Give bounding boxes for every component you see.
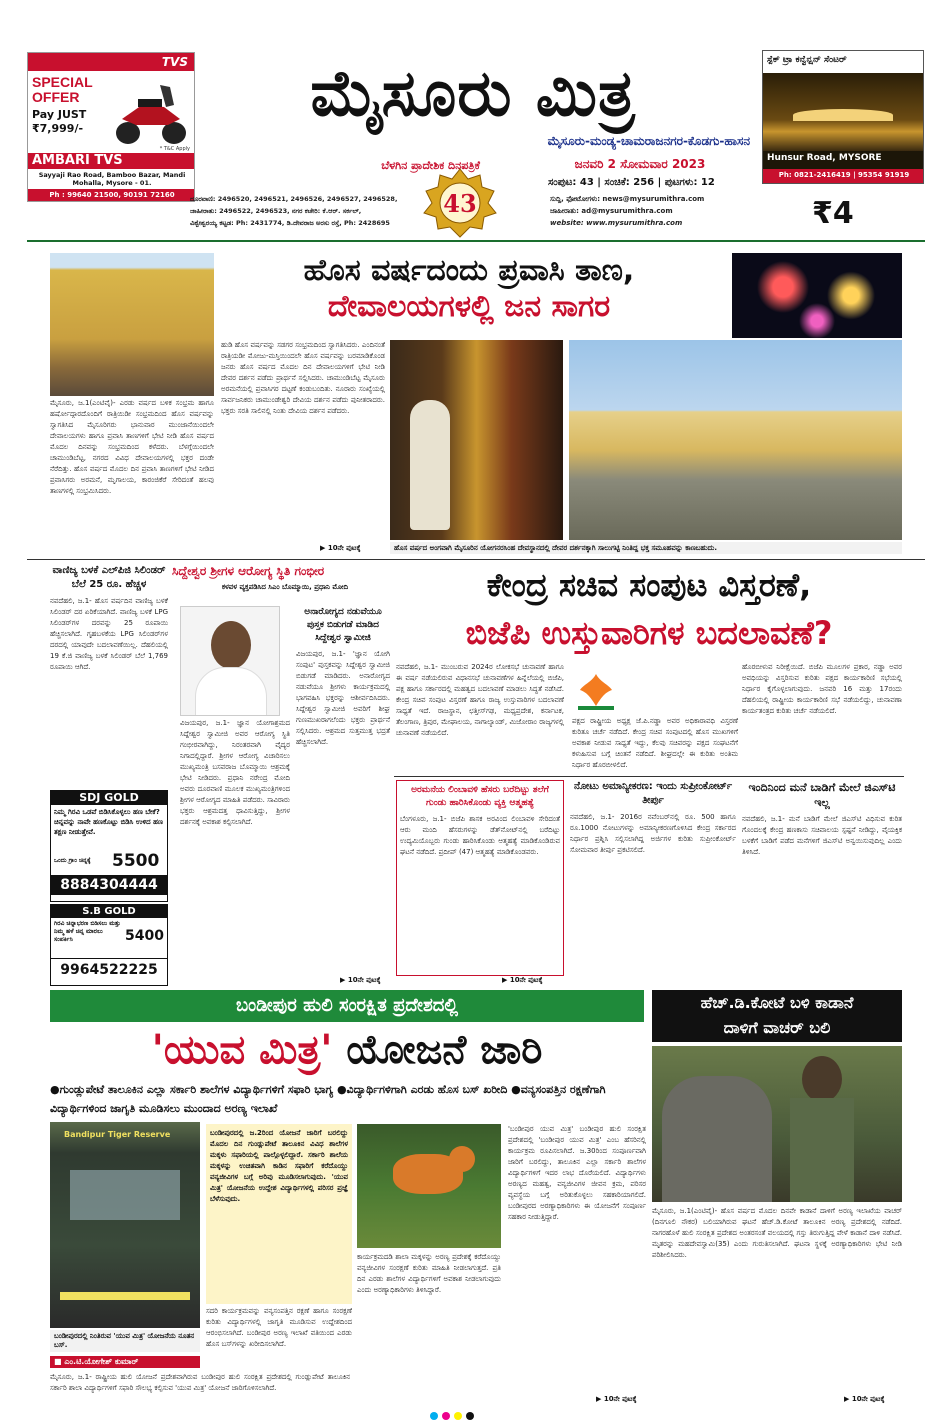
elephant-headline-box [652,990,902,1042]
masthead-date: ಜನವರಿ 2 ಸೋಮವಾರ 2023 [574,157,706,171]
ad-phone: Ph : 99640 21500, 90191 72160 [49,191,175,199]
ad-right-phone: Ph: 0821-2416419 | 95354 91919 [778,171,910,179]
bandipur-col-4: 'ಬಂಡೀಪುರ ಯುವ ಮಿತ್ರ' ಬಂಡೀಪುರ ಹುಲಿ ಸಂರಕ್ಷಿತ ಪ್ರದೇಶದಲ್ಲಿ 'ಬಂಡೀಪುರ ಯುವ ಮಿತ್ರ' ಎಂಬ ಹೆಸರಿನಲ್ಲಿ ಕಾರ್ಯಕ್ರಮ ರೂಪಿಸಲಾಗಿದೆ. ಜ.30ರಿಂದ ಸಂಪೂರ್ಣವಾಗಿ ಜಾರಿಗೆ ಬರಲಿದ್ದು, ತಾಲೂಕಿನ ಎಲ್ಲಾ ಸರ್ಕಾರಿ ಶಾಲೆಗಳ ವಿದ್ಯಾರ್ಥಿಗಳಿಗೆ ಇದರ ಲಾಭ ದೊರೆಯಲಿದೆ. ವಿದ್ಯಾರ್ಥಿಗಳು ಅರಣ್ಯದ ಮಹತ್ವ, ವನ್ಯಜೀವಿಗಳ ಜೀವನ ಕ್ರಮ, ಪರಿಸರ ವ್ಯವಸ್ಥೆಯ ಬಗ್ಗೆ ಅರಿತುಕೊಳ್ಳಲು ಸಹಕಾರಿಯಾಗಲಿದೆ. ಬಂಡೀಪುರದ ಅರಣ್ಯಾಧಿಕಾರಿಗಳು ಈ ಯೋಜನೆಗೆ ಸಂಪೂರ್ಣ ಸಹಕಾರ ನೀಡುತ್ತಿದ್ದಾರೆ. [508,1125,646,1221]
sb-price: 5400 [125,928,164,944]
lead-col-1: ಮೈಸೂರು, ಜ.1(ಎಂಟಿವೈ)- ಎರಡು ವರ್ಷದ ಬಳಿಕ ಸಂಭ್ರಮ ಹಾಗೂ ಹರ್ಷೋದ್ಗಾರದೊಂದಿಗೆ ರಾತ್ರಿಯಿಡೀ ಸಂಭ್ರಮದಿಂದ ಹೊಸ ವರ್ಷವನ್ನು ಸ್ವಾಗತಿಸಿದ ಮೈಸೂರಿಗರು ಭಾನುವಾರ ಮುಂಜಾನೆಯಿಂದಲೇ ದೇವಾಲಯಗಳು ಹಾಗೂ ಪ್ರವಾಸಿ ತಾಣಗಳಿಗೆ ಭೇಟಿ ನೀಡಿ ಹೊಸ ವರ್ಷದ ಮೊದಲ ದಿನವನ್ನು ಸಂಭ್ರಮದಿಂದ ಕಳೆದರು. ಬೆಳಗ್ಗೆಯಿಂದಲೇ ಚಾಮುಂಡಿಬೆಟ್ಟ, ನಗರದ ವಿವಿಧ ದೇವಾಲಯಗಳಲ್ಲಿ ಭಕ್ತರ ದಂಡೇ ನೆರೆದಿತ್ತು. ಹೊಸ ವರ್ಷದ ಮೊದಲ ದಿನ ಪ್ರವಾಸಿ ತಾಣಗಳಿಗೆ ಭೇಟಿ ನೀಡಿದ ಪ್ರವಾಸಿಗರು ಅರಮನೆ, ಮೃಗಾಲಯ, ಕಾರಂಜಿಕೆರೆ ಸೇರಿದಂತೆ ಹಲವು ತಾಣಗಳಲ್ಲಿ ಸಂಭ್ರಮಿಸಿದರು. [50,399,214,495]
ad-address: Sayyaji Rao Road, Bamboo Bazar, Mandi Mohalla, Mysore - 01. [38,171,186,187]
temple-tower-photo [50,253,214,396]
email-ad[interactable]: ಜಾಹೀರಾತು: ad@mysurumithra.com [550,207,673,215]
temple-deity-photo [390,340,563,540]
color-registration [430,1412,520,1420]
brief-gst-title: ಇಂದಿನಿಂದ ಮನೆ ಬಾಡಿಗೆ ಮೇಲೆ ಜಿಎಸ್‌ಟಿ ಇಲ್ಲ [748,781,896,809]
bandipur-box [206,1124,352,1304]
swamiji-headline: ಸಿದ್ದೇಶ್ವರ ಶ್ರೀಗಳ ಆರೋಗ್ಯ ಸ್ಥಿತಿ ಗಂಭೀರ [172,564,325,578]
swamiji-box [296,606,390,978]
elephant-continued[interactable]: ▶ 10ನೇ ಪುಟಕ್ಕೆ [844,1395,885,1403]
swamiji-body: ವಿಜಯಪುರ, ಜ.1- ಜ್ಞಾನ ಯೋಗಾಶ್ರಮದ ಸಿದ್ದೇಶ್ವರ ಸ್ವಾಮೀಜಿ ಅವರ ಆರೋಗ್ಯ ಸ್ಥಿತಿ ಗಂಭೀರವಾಗಿದ್ದು, ನಿರಂತರವಾಗಿ ವೈದ್ಯರ ನಿಗಾದಲ್ಲಿದ್ದಾರೆ. ಶ್ರೀಗಳ ಆರೋಗ್ಯ ವಿಚಾರಿಸಲು ಮುಖ್ಯಮಂತ್ರಿ ಬಸವರಾಜ ಬೊಮ್ಮಾಯಿ ಆಶ್ರಮಕ್ಕೆ ಭೇಟಿ ನೀಡಿದರು. ಪ್ರಧಾನಿ ನರೇಂದ್ರ ಮೋದಿ ಅವರು ದೂರವಾಣಿ ಮೂಲಕ ಮುಖ್ಯಮಂತ್ರಿಗಳಿಂದ ಶ್ರೀಗಳ ಆರೋಗ್ಯದ ಮಾಹಿತಿ ಪಡೆದರು. ಸಾವಿರಾರು ಭಕ್ತರು ಆಶ್ರಮದತ್ತ ಧಾವಿಸುತ್ತಿದ್ದು, ಶ್ರೀಗಳ ದರ್ಶನಕ್ಕೆ ಅವಕಾಶ ಕಲ್ಪಿಸಲಾಗಿದೆ. [180,719,290,826]
swamiji-continued[interactable]: ▶ 10ನೇ ಪುಟಕ್ಕೆ [340,976,381,984]
sdj-phone[interactable]: 8884304444 [51,875,167,895]
elephant-headline-1: ಹೆಚ್.ಡಿ.ಕೋಟೆ ಬಳಿ ಕಾಡಾನೆ [700,993,854,1012]
bandipur-headline-red: 'ಯುವ ಮಿತ್ರ' [151,1027,333,1073]
briefs-continued[interactable]: ▶ 10ನೇ ಪುಟಕ್ಕೆ [502,976,543,984]
lpg-brief-body: ನವದೆಹಲಿ, ಜ.1- ಹೊಸ ವರ್ಷದಿನ ವಾಣಿಜ್ಯ ಬಳಕೆ ಸಿಲಿಂಡರ್ ದರ ಏರಿಕೆಯಾಗಿದೆ. ವಾಣಿಜ್ಯ ಬಳಕೆ LPG ಸಿಲಿಂಡರ್‌ಗಳ ದರವನ್ನು 25 ರೂಪಾಯಿ ಹೆಚ್ಚಿಸಲಾಗಿದೆ. ಗೃಹಬಳಕೆಯ LPG ಸಿಲಿಂಡರ್‌ಗಳ ದರದಲ್ಲಿ ಯಾವುದೇ ಬದಲಾವಣೆಯಿಲ್ಲ. ದೆಹಲಿಯಲ್ಲಿ 19 ಕೆ.ಜಿ ವಾಣಿಜ್ಯ ಬಳಕೆ ಸಿಲಿಂಡರ್ ಬೆಲೆ 1,769 ರೂಪಾಯಿ ಆಗಿದೆ. [50,597,168,671]
website-link[interactable]: website: www.mysurumithra.com [550,219,683,227]
sb-title: S.B GOLD [51,905,167,918]
masthead-title: ಮೈಸೂರು ಮಿತ್ರ [310,57,636,131]
lead-caption: ಹೊಸ ವರ್ಷದ ಅಂಗವಾಗಿ ಮೈಸೂರಿನ ಯೋಗನರಸಿಂಹ ದೇವಸ್ಥಾನದಲ್ಲಿ ದೇವರ ದರ್ಶನಕ್ಕಾಗಿ ಸಾಲುಗಟ್ಟಿ ನಿಂತಿದ್ದ ಭಕ್ತ ಸಮೂಹವನ್ನು ಕಾಣಬಹುದು. [390,542,902,554]
brief-gst-body: ನವದೆಹಲಿ, ಜ.1- ಮನೆ ಬಾಡಿಗೆ ಮೇಲೆ ಜಿಎಸ್‌ಟಿ ವಿಧಿಸುವ ಕುರಿತ ಗೊಂದಲಕ್ಕೆ ಕೇಂದ್ರ ಹಣಕಾಸು ಸಚಿವಾಲಯ ಸ್ಪಷ್ಟನೆ ನೀಡಿದ್ದು, ವೈಯಕ್ತಿಕ ಬಳಕೆಗೆ ಬಾಡಿಗೆ ಪಡೆದ ಮನೆಗಳಿಗೆ ಜಿಎಸ್‌ಟಿ ಅನ್ವಯಿಸುವುದಿಲ್ಲ ಎಂದು ತಿಳಿಸಿದೆ. [742,815,902,856]
elephant-headline-2: ದಾಳಿಗೆ ವಾಚರ್ ಬಲಿ [723,1018,831,1037]
swamiji-box-title: ಅನಾರೋಗ್ಯದ ನಡುವೆಯೂ ಪುಸ್ತಕ ಬಿಡುಗಡೆ ಮಾಡಿದ ಸಿದ್ದೇಶ್ವರ ಸ್ವಾಮೀಜಿ [304,607,382,643]
brief-demonetisation-title: ನೋಟು ಅಮಾನ್ಯೀಕರಣ: ಇಂದು ಸುಪ್ರೀಂಕೋರ್ಟ್ ತೀರ್ಪು [573,781,733,806]
contact-info [550,193,780,229]
brief-gst [742,780,902,976]
lead-headline-1: ಹೊಸ ವರ್ಷದಂದು ಪ್ರವಾಸಿ ತಾಣ, [303,253,635,288]
bandipur-band [50,990,644,1022]
ad-dealer: AMBARI TVS [32,153,123,168]
ad-note: * T&C Apply [159,146,190,152]
bandipur-byline: ■ ಎಂ.ಟಿ.ಯೋಗೇಶ್ ಕುಮಾರ್ [50,1356,200,1368]
brief-suicide-title: ಅರಮನೆಯ ಲಿಂಬಾವಳಿ ಹೆಸರು ಬರೆದಿಟ್ಟು ತಲೆಗೆ ಗುಂಡು ಹಾರಿಸಿಕೊಂಡು ವ್ಯಕ್ತಿ ಆತ್ಮಹತ್ಯೆ [411,785,549,808]
lead-headline-2: ದೇವಾಲಯಗಳಲ್ಲಿ ಜನ ಸಾಗರ [327,289,611,324]
masthead-tagline: ಬೆಳಗಿನ ಪ್ರಾದೇಶಿಕ ದಿನಪತ್ರಿಕೆ [381,159,480,172]
email-news[interactable]: ಸುದ್ದಿ, ಫೋಟೋಗಳು: news@mysurumithra.com [550,195,705,203]
sdj-price: 5500 [112,851,160,871]
ad-price: Pay JUST ₹7,999/- [32,108,87,135]
cabinet-col-1: ನವದೆಹಲಿ, ಜ.1- ಮುಂಬರುವ 2024ರ ಲೋಕಸಭೆ ಚುನಾವಣೆ ಹಾಗೂ ಈ ವರ್ಷ ನಡೆಯಲಿರುವ ವಿಧಾನಸಭೆ ಚುನಾವಣೆಗಳ ಹಿನ್ನೆಲೆಯಲ್ಲಿ ಬಿಜೆಪಿ, ಪಕ್ಷ ಹಾಗೂ ಸರ್ಕಾರದಲ್ಲಿ ಮಹತ್ವದ ಬದಲಾವಣೆ ಮಾಡಲು ಸಿದ್ಧತೆ ನಡೆಸಿದೆ. ಕೇಂದ್ರ ಸಚಿವ ಸಂಪುಟ ವಿಸ್ತರಣೆ ಹಾಗೂ ರಾಜ್ಯ ಉಸ್ತುವಾರಿಗಳ ಬದಲಾವಣೆ ಸಾಧ್ಯತೆ ಇದೆ. ರಾಜಸ್ಥಾನ, ಛತ್ತೀಸ್‌ಗಢ, ಮಧ್ಯಪ್ರದೇಶ, ಕರ್ನಾಟಕ, ತೆಲಂಗಾಣ, ತ್ರಿಪುರ, ಮೇಘಾಲಯ, ನಾಗಾಲ್ಯಾಂಡ್, ಮಿಜೋರಾಂ ರಾಜ್ಯಗಳಲ್ಲಿ ಚುನಾವಣೆ ನಡೆಯಲಿದೆ. [396,663,564,737]
cabinet-headline-1: ಕೇಂದ್ರ ಸಚಿವ ಸಂಪುಟ ವಿಸ್ತರಣೆ, [486,566,812,604]
phones-line1: ದೂರವಾಣಿ: 2496520, 2496521, 2496526, 2496527, 2496528, [190,195,398,203]
bus-photo [50,1122,200,1328]
cabinet-col-2: ಪಕ್ಷದ ರಾಷ್ಟ್ರೀಯ ಅಧ್ಯಕ್ಷ ಜೆ.ಪಿ.ನಡ್ಡಾ ಅವರ ಅಧಿಕಾರಾವಧಿ ವಿಸ್ತರಣೆ ಕುರಿತೂ ಚರ್ಚೆ ನಡೆದಿದೆ. ಕೇಂದ್ರ ಸಚಿವ ಸಂಪುಟದಲ್ಲಿ ಹೊಸ ಮುಖಗಳಿಗೆ ಅವಕಾಶ ನೀಡುವ ಸಾಧ್ಯತೆ ಇದ್ದು, ಕೆಲವು ಸಚಿವರನ್ನು ಪಕ್ಷದ ಸಂಘಟನೆಗೆ ಕಳುಹಿಸುವ ಬಗ್ಗೆ ಚಿಂತನೆ ನಡೆದಿದೆ. ಶೀಘ್ರದಲ್ಲೇ ಈ ಕುರಿತು ಅಂತಿಮ ನಿರ್ಧಾರ ಹೊರಬೀಳಲಿದೆ. [572,717,738,769]
ad-right-address: Hunsur Road, MYSORE [767,153,882,163]
scooter-image [108,75,192,145]
bjp-logo [572,666,620,714]
bandipur-col-2: ಸದರಿ ಕಾರ್ಯಕ್ರಮವನ್ನು ವನ್ಯಸಂಪತ್ತಿನ ರಕ್ಷಣೆ ಹಾಗೂ ಸಂರಕ್ಷಣೆ ಕುರಿತು ವಿದ್ಯಾರ್ಥಿಗಳಲ್ಲಿ ಜಾಗೃತಿ ಮೂಡಿಸುವ ಉದ್ದೇಶದಿಂದ ಆರಂಭಿಸಲಾಗಿದೆ. ಬಂಡೀಪುರ ಅರಣ್ಯ ಇಲಾಖೆ ವತಿಯಿಂದ ಎರಡು ಹೊಸ ಬಸ್‌ಗಳನ್ನು ಖರೀದಿಸಲಾಗಿದೆ. [206,1307,352,1348]
ad-offer: SPECIAL OFFER [32,74,93,105]
sb-body: ಗಿರವಿ ಚಿನ್ನಾಭರಣ ಬಿಡಿಸಲು ಮತ್ತು ನಿಮ್ಮ ಹಳೆ ಚಿನ್ನ ಮಾರಲು ಸಂಪರ್ಕಿಸಿ [54,920,121,943]
office-phones [190,193,430,229]
phones-line2: ಜಾಹೀರಾತು: 2496522, 2496523, ನಗರ ಕಚೇರಿ: ಕೆ.ಆರ್. ಸರ್ಕಲ್, [190,207,362,215]
swamiji-box-body: ವಿಜಯಪುರ, ಜ.1- 'ಜ್ಞಾನ ಯೋಗಿ ಸಂಪುಟ' ಪುಸ್ತಕವನ್ನು ಸಿದ್ದೇಶ್ವರ ಸ್ವಾಮೀಜಿ ಬಿಡುಗಡೆ ಮಾಡಿದರು. ಅನಾರೋಗ್ಯದ ನಡುವೆಯೂ ಶ್ರೀಗಳು ಕಾರ್ಯಕ್ರಮದಲ್ಲಿ ಭಾಗವಹಿಸಿ ಭಕ್ತರನ್ನು ಆಶೀರ್ವದಿಸಿದರು. ಸಿದ್ದೇಶ್ವರ ಸ್ವಾಮೀಜಿ ಅವರಿಗೆ ಶೀಘ್ರ ಗುಣಮುಖರಾಗಲೆಂದು ಭಕ್ತರು ಪ್ರಾರ್ಥನೆ ಸಲ್ಲಿಸಿದರು. ಆಶ್ರಮದ ಸುತ್ತಮುತ್ತ ಭದ್ರತೆ ಹೆಚ್ಚಿಸಲಾಗಿದೆ. [296,650,390,746]
issue-info: ಸಂಪುಟ: 43 | ಸಂಚಿಕೆ: 256 | ಪುಟಗಳು: 12 [548,177,715,188]
sdj-body: ನಿಮ್ಮ ಗಿರವಿ ಒಡವೆ ಬಿಡಿಸಿಕೊಳ್ಳಲು ಹಣ ಬೇಕೆ? ಚಿನ್ನವನ್ನು ನಾವೇ ಹಣಕೊಟ್ಟು ಬಿಡಿಸಿ ಉಳಿದ ಹಣ ತಕ್ಷಣ ನೀಡುತ್ತೇವೆ. [54,808,163,836]
lead-continued[interactable]: ▶ 10ನೇ ಪುಟಕ್ಕೆ [320,544,361,552]
anniversary-emblem [420,167,500,239]
masthead-subtitle: ಮೈಸೂರು-ಮಂಡ್ಯ-ಚಾಮರಾಜನಗರ-ಕೊಡಗು-ಹಾಸನ [547,134,750,148]
price-tag: ₹4 [812,196,854,231]
bandipur-col-1: ಮೈಸೂರು, ಜ.1- ರಾಷ್ಟ್ರೀಯ ಹುಲಿ ಯೋಜನೆ ಪ್ರದೇಶವಾಗಿರುವ ಬಂಡೀಪುರ ಹುಲಿ ಸಂರಕ್ಷಿತ ಪ್ರದೇಶದಲ್ಲಿ ಗುಂಡ್ಲುಪೇಟೆ ತಾಲೂಕಿನ ಸರ್ಕಾರಿ ಶಾಲಾ ವಿದ್ಯಾರ್ಥಿಗಳಿಗೆ ಸಫಾರಿ ಸೌಲಭ್ಯ ಕಲ್ಪಿಸುವ 'ಯುವ ಮಿತ್ರ' ಯೋಜನೆ ಜಾರಿಗೊಳಿಸಲಾಗಿದೆ. [50,1373,350,1392]
sdj-gold-ad[interactable] [50,790,168,902]
elephant-body: ಮೈಸೂರು, ಜ.1(ಎಂಟಿವೈ)- ಹೊಸ ವರ್ಷದ ಮೊದಲ ದಿನವೇ ಕಾಡಾನೆ ದಾಳಿಗೆ ಅರಣ್ಯ ಇಲಾಖೆಯ ವಾಚರ್ (ದಿನಗೂಲಿ ನೌಕರ) ಬಲಿಯಾಗಿರುವ ಘಟನೆ ಹೆಚ್.ಡಿ.ಕೋಟೆ ತಾಲೂಕಿನ ಅರಣ್ಯ ಪ್ರದೇಶದಲ್ಲಿ ನಡೆದಿದೆ. ನಾಗರಹೊಳೆ ಹುಲಿ ಸಂರಕ್ಷಿತ ಪ್ರದೇಶದ ಅಂತರಸಂತೆ ವಲಯದಲ್ಲಿ ಗಸ್ತು ತಿರುಗುತ್ತಿದ್ದ ವೇಳೆ ಕಾಡಾನೆ ದಾಳಿ ನಡೆಸಿದೆ. ಮೃತರನ್ನು ಮಹದೇವಸ್ವಾಮಿ(35) ಎಂದು ಗುರುತಿಸಲಾಗಿದೆ. ಘಟನಾ ಸ್ಥಳಕ್ಕೆ ಅರಣ್ಯಾಧಿಕಾರಿಗಳು ಭೇಟಿ ನೀಡಿ ಪರಿಶೀಲಿಸಿದರು. [652,1207,902,1259]
bandipur-box-text: ಬಂಡೀಪುರದಲ್ಲಿ ಜ.2ರಿಂದ ಯೋಜನೆ ಜಾರಿಗೆ ಬರಲಿದ್ದು ಮೊದಲ ದಿನ ಗುಂಡ್ಲುಪೇಟೆ ತಾಲೂಕಿನ ವಿವಿಧ ಶಾಲೆಗಳ ಮಕ್ಕಳು ಸಫಾರಿಯಲ್ಲಿ ಪಾಲ್ಗೊಳ್ಳಲಿದ್ದಾರೆ. ಸರ್ಕಾರಿ ಶಾಲೆಯ ಮಕ್ಕಳನ್ನು ಉಚಿತವಾಗಿ ಕಾಡಿನ ಸಫಾರಿಗೆ ಕರೆದೊಯ್ದು ವನ್ಯಜೀವಿಗಳ ಬಗ್ಗೆ ಅರಿವು ಮೂಡಿಸಲಾಗುವುದು. 'ಯುವ ಮಿತ್ರ' ಯೋಜನೆಯ ಉದ್ದೇಶ ವಿದ್ಯಾರ್ಥಿಗಳಲ್ಲಿ ಪರಿಸರ ಪ್ರಜ್ಞೆ ಬೆಳೆಸುವುದು. [210,1129,348,1203]
bandipur-headline-black: ಯೋಜನೆ ಜಾರಿ [346,1027,543,1073]
brief-suicide-body: ಬೆಂಗಳೂರು, ಜ.1- ಬಿಜೆಪಿ ಶಾಸಕ ಅರವಿಂದ ಲಿಂಬಾವಳಿ ಸೇರಿದಂತೆ ಆರು ಮಂದಿ ಹೆಸರುಗಳನ್ನು ಡೆತ್‌ನೋಟ್‌ನಲ್ಲಿ ಬರೆದಿಟ್ಟು ಉದ್ಯಮಿಯೊಬ್ಬರು ಗುಂಡು ಹಾರಿಸಿಕೊಂಡು ಆತ್ಮಹತ್ಯೆ ಮಾಡಿಕೊಂಡಿರುವ ಘಟನೆ ನಡೆದಿದೆ. ಪ್ರದೀಪ್ (47) ಆತ್ಮಹತ್ಯೆ ಮಾಡಿಕೊಂಡವರು. [400,815,560,856]
lpg-brief-title: ವಾಣಿಜ್ಯ ಬಳಕೆ ಎಲ್‌ಪಿಜಿ ಸಿಲಿಂಡರ್ ಬೆಲೆ 25 ರೂ. ಹೆಚ್ಚಳ [52,565,166,590]
ad-right[interactable] [762,50,924,184]
bandipur-headline [50,1022,644,1078]
swamiji-subheadline: ಕಳವಳ ವ್ಯಕ್ತಪಡಿಸಿದ ಸಿಎಂ ಬೊಮ್ಮಾಯಿ, ಪ್ರಧಾನಿ ಮೋದಿ [221,583,349,591]
tiger-photo [357,1124,501,1248]
temple-crowd-photo [569,340,902,540]
bandipur-band-label: ಬಂಡೀಪುರ ಹುಲಿ ಸಂರಕ್ಷಿತ ಪ್ರದೇಶದಲ್ಲಿ [235,995,459,1016]
cabinet-headline-2: ಬಿಜೆಪಿ ಉಸ್ತುವಾರಿಗಳ ಬದಲಾವಣೆ? [465,614,833,652]
brief-suicide [396,780,564,976]
bandipur-continued[interactable]: ▶ 10ನೇ ಪುಟಕ್ಕೆ [596,1395,637,1403]
sdj-title: SDJ GOLD [51,791,167,805]
brief-demonetisation-body: ನವದೆಹಲಿ, ಜ.1- 2016ರ ನವೆಂಬರ್‌ನಲ್ಲಿ ರೂ. 500 ಹಾಗೂ ರೂ.1000 ನೋಟುಗಳನ್ನು ಅಮಾನ್ಯೀಕರಣಗೊಳಿಸಿದ ಕೇಂದ್ರ ಸರ್ಕಾರದ ನಿರ್ಧಾರ ಪ್ರಶ್ನಿಸಿ ಸಲ್ಲಿಸಲಾಗಿದ್ದ ಅರ್ಜಿಗಳ ಕುರಿತು ಸುಪ್ರೀಂಕೋರ್ಟ್ ಸೋಮವಾರ ತೀರ್ಪು ಪ್ರಕಟಿಸಲಿದೆ. [570,813,736,854]
cabinet-col-3: ಹೊರಬೀಳುವ ನಿರೀಕ್ಷೆಯಿದೆ. ಬಿಜೆಪಿ ಮೂಲಗಳ ಪ್ರಕಾರ, ನಡ್ಡಾ ಅವರ ಅವಧಿಯನ್ನು ವಿಸ್ತರಿಸುವ ಕುರಿತು ಪಕ್ಷದ ಕಾರ್ಯಕಾರಿಣಿ ಸಭೆಯಲ್ಲಿ ನಿರ್ಧಾರ ಕೈಗೊಳ್ಳಲಾಗುವುದು. ಜನವರಿ 16 ಮತ್ತು 17ರಂದು ದೆಹಲಿಯಲ್ಲಿ ರಾಷ್ಟ್ರೀಯ ಕಾರ್ಯಕಾರಿಣಿ ಸಭೆ ನಡೆಯಲಿದ್ದು, ಚುನಾವಣಾ ಕಾರ್ಯತಂತ್ರದ ಕುರಿತು ಚರ್ಚೆ ನಡೆಯಲಿದೆ. [742,663,902,715]
elephant-photo [652,1046,902,1202]
brief-demonetisation [570,780,736,976]
ad-left[interactable] [27,52,195,202]
spectra-logo: ಸ್ಪೆಕ್ ಟ್ರಾ ಕನ್ವೆನ್ಷನ್ ಸೆಂಟರ್ [767,55,847,65]
lead-col-2: ಹುಡಿ ಹೊಸ ವರ್ಷವನ್ನು ಸಡಗರ ಸಂಭ್ರಮದಿಂದ ಸ್ವಾಗತಿಸಿದರು. ಎಂದಿನಂತೆ ರಾತ್ರಿಯಡೀ ಮೋಜು-ಮಸ್ತಿಯಿಂದಲೇ ಹೊಸ ವರ್ಷವನ್ನು ಬರಮಾಡಿಕೊಂಡ ಜನರು ಹೊಸ ವರ್ಷದ ಮೊದಲ ದಿನ ದೇವಾಲಯಗಳಿಗೆ ಭೇಟಿ ನೀಡಿ ದೇವರ ದರ್ಶನ ಪಡೆದು ಪ್ರಾರ್ಥನೆ ಸಲ್ಲಿಸಿದರು. ಚಾಮುಂಡಿಬೆಟ್ಟ ಮೈಸೂರು ಅರಮನೆಯಲ್ಲಿ ಪ್ರವಾಸಿಗರ ದಟ್ಟಣೆ ಕಂಡುಬಂದಿತು. ನೂರಾರು ಸಂಖ್ಯೆಯಲ್ಲಿ ಸಾರ್ವಜನಿಕರು ಚಾಮುಂಡೇಶ್ವರಿ ದೇವಿಯ ದರ್ಶನ ಪಡೆದು ಪುನೀತರಾದರು. ಭಕ್ತರು ಸರತಿ ಸಾಲಿನಲ್ಲಿ ನಿಂತು ದೇವಿಯ ದರ್ಶನ ಪಡೆದರು. [221,341,385,415]
lpg-brief [50,564,168,786]
swamiji-photo [180,606,280,716]
anniversary-number: 43 [443,189,477,218]
bus-sign: Bandipur Tiger Reserve [64,1130,171,1139]
bandipur-deck: ●ಗುಂಡ್ಲುಪೇಟೆ ತಾಲೂಕಿನ ಎಲ್ಲಾ ಸರ್ಕಾರಿ ಶಾಲೆಗಳ ವಿದ್ಯಾರ್ಥಿಗಳಿಗೆ ಸಫಾರಿ ಭಾಗ್ಯ ●ವಿದ್ಯಾರ್ಥಿಗಳಿಗಾಗಿ ಎರಡು ಹೊಸ ಬಸ್ ಖರೀದಿ ●ವನ್ಯಸಂಪತ್ತಿನ ರಕ್ಷಣೆಗಾಗಿ ವಿದ್ಯಾರ್ಥಿಗಳಿಂದ ಜಾಗೃತಿ ಮೂಡಿಸಲು ಮುಂದಾದ ಅರಣ್ಯ ಇಲಾಖೆ [50,1083,606,1115]
bandipur-col-3: ಕಾರ್ಯಕ್ರಮದಡಿ ಶಾಲಾ ಮಕ್ಕಳನ್ನು ಅರಣ್ಯ ಪ್ರದೇಶಕ್ಕೆ ಕರೆದೊಯ್ದು ವನ್ಯಜೀವಿಗಳ ಸಂರಕ್ಷಣೆ ಕುರಿತು ಮಾಹಿತಿ ನೀಡಲಾಗುತ್ತದೆ. ಪ್ರತಿ ದಿನ ಎರಡು ಶಾಲೆಗಳ ವಿದ್ಯಾರ್ಥಿಗಳಿಗೆ ಅವಕಾಶ ನೀಡಲಾಗುವುದು ಎಂದು ಅರಣ್ಯಾಧಿಕಾರಿಗಳು ತಿಳಿಸಿದ್ದಾರೆ. [357,1253,501,1294]
phones-line3: ವಿಶ್ವೇಶ್ವರಯ್ಯ ಕಟ್ಟಡ: Ph: 2431774, ಡಿ.ದೇವರಾಜ ಅರಸು ರಸ್ತೆ, Ph: 2428695 [190,219,390,227]
sb-phone[interactable]: 9964522225 [51,958,167,981]
fireworks-photo [732,253,902,338]
tvs-logo: TVS [161,55,188,69]
sdj-price-label: ಒಂದು ಗ್ರಾಂ ಚಿನ್ನಕ್ಕೆ [54,857,91,864]
bus-caption: ಬಂಡೀಪುರದಲ್ಲಿ ನಿಂತಿರುವ 'ಯುವ ಮಿತ್ರ' ಯೋಜನೆಯ ನೂತನ ಬಸ್. [50,1330,200,1352]
convention-image [763,73,924,151]
sb-gold-ad[interactable] [50,904,168,986]
